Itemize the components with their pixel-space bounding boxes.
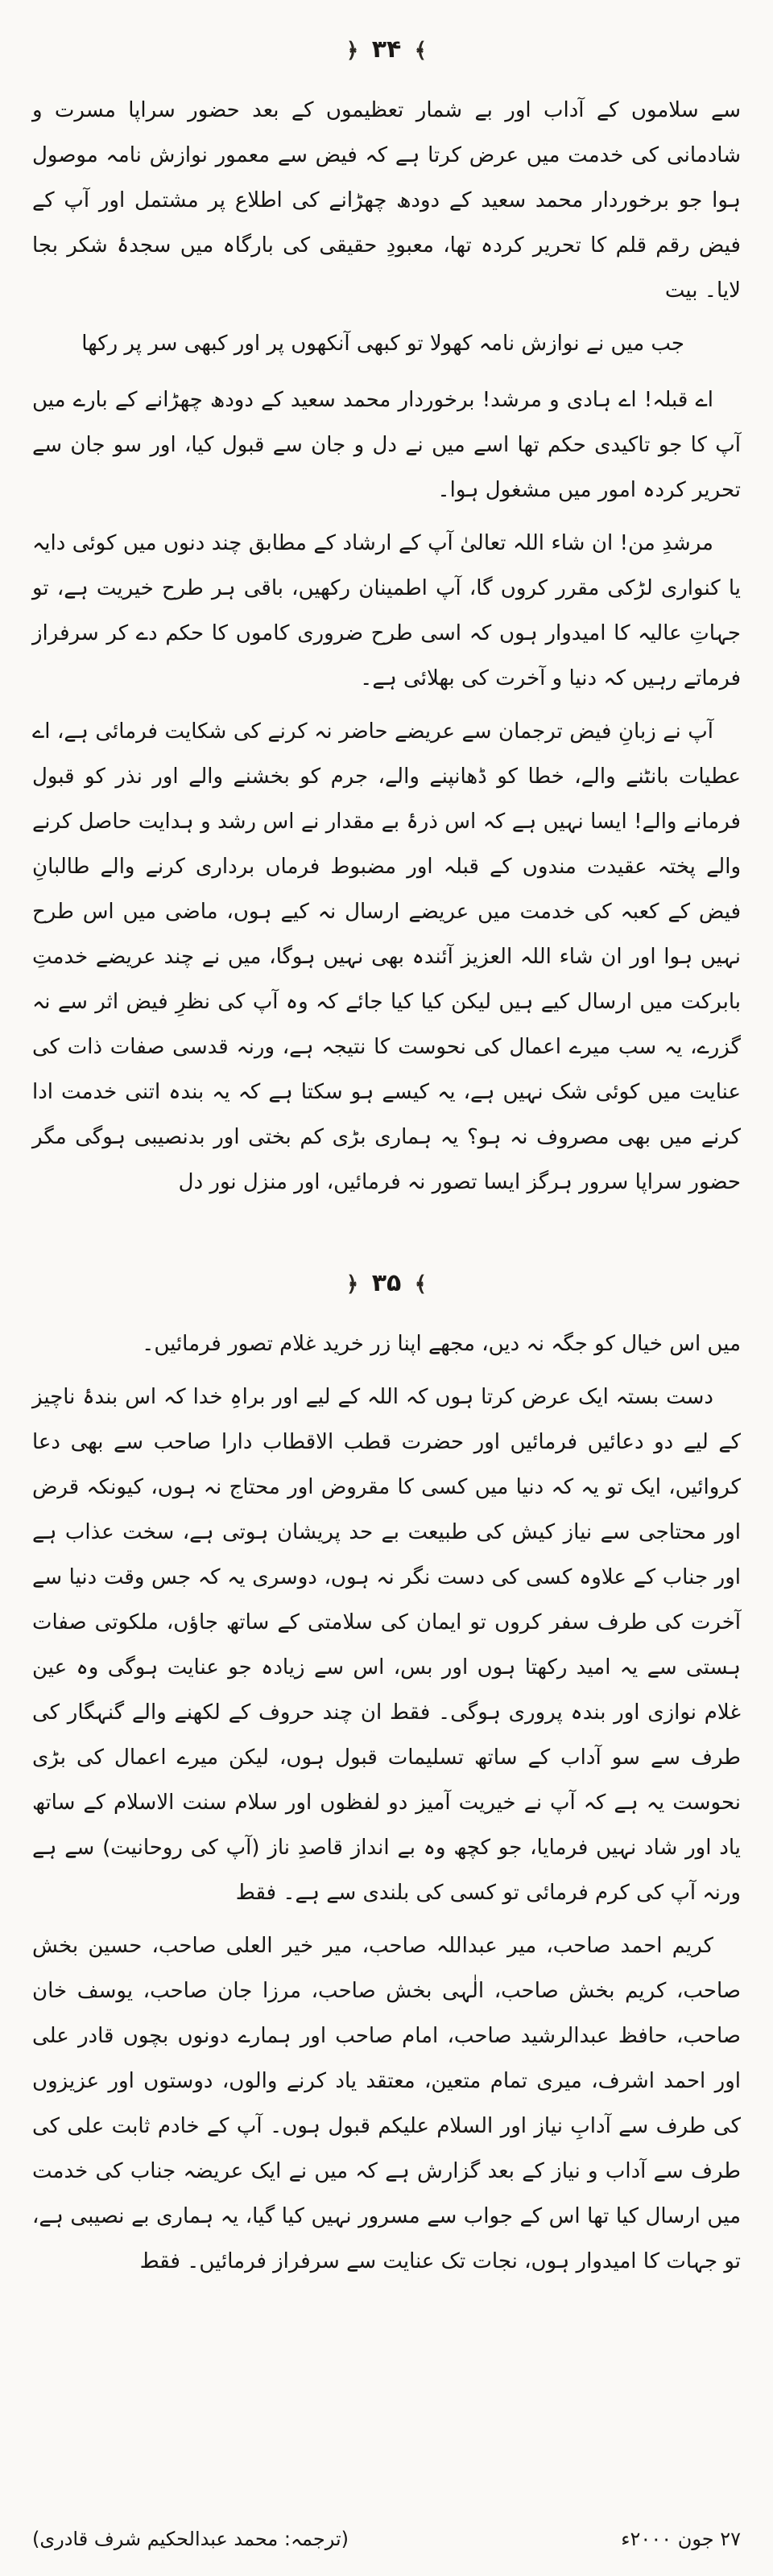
page-number: ۳۴ xyxy=(371,35,402,64)
page-number: ۳۵ xyxy=(371,1269,402,1297)
translator-credit: (ترجمہ: محمد عبدالحکیم شرف قادری) xyxy=(32,2528,349,2550)
ornament-bracket-icon: ﴾ xyxy=(414,39,427,63)
paragraph: کریم احمد صاحب، میر عبداللہ صاحب، میر خیر العلی صاحب، حسین بخش صاحب، کریم بخش صاحب، الٰہی بخش صاحب، مرزا جان صاحب، یوسف خان صاحب، حافظ عبدالرشید صاحب، امام صاحب اور ہمارے دونوں بچوں قادر علی اور احمد اشرف، میری تمام متعین، معتقد یاد کرنے والوں، دوستوں اور عزیزوں کی طرف سے آدابِ نیاز اور السلام علیکم قبول ہوں۔ آپ کے خادم ثابت علی کی طرف سے آداب و نیاز کے بعد گزارش ہے کہ میں نے ایک عریضہ جناب کی خدمت میں ارسال کیا تھا اس کے جواب سے مسرور نہیں کیا گیا، یہ ہماری بے نصیبی ہے، تو جہات کا امیدوار ہوں، نجات تک عنایت سے سرفراز فرمائیں۔ فقط xyxy=(32,1934,741,2273)
ornament-bracket-icon: ﴿ xyxy=(346,1272,359,1296)
paragraph: میں اس خیال کو جگہ نہ دیں، مجھے اپنا زر خرید غلام تصور فرمائیں۔ xyxy=(142,1332,741,1356)
paragraph: اے قبلہ! اے ہادی و مرشد! برخوردار محمد سعید کے دودھ چھڑانے کے بارے میں آپ کا جو تاکیدی حکم تھا اسے میں نے دل و جان سے قبول کیا، اور سو جان سے تحریر کردہ امور میں مشغول ہوا۔ xyxy=(32,388,741,502)
paragraph: دست بستہ ایک عرض کرتا ہوں کہ اللہ کے لیے اور براہِ خدا کہ اس بندۂ ناچیز کے لیے دو دعائیں فرمائیں اور حضرت قطب الاقطاب دارا صاحب سے بھی دعا کروائیں، ایک تو یہ کہ دنیا میں کسی کا مقروض اور محتاج نہ ہوں، کیونکہ قرض اور محتاجی سے نیاز کیش کی طبیعت بے حد پریشان ہوتی ہے، سخت عذاب ہے اور جناب کے علاوہ کسی کی دست نگر نہ ہوں، دوسری یہ کہ جس وقت دنیا سے آخرت کی طرف سفر کروں تو ایمان کی سلامتی کے ساتھ جاؤں، ملکوتی صفات ہستی سے یہ امید رکھتا ہوں اور بس، اس سے زیادہ جو عنایت ہوگی وہ عین غلام نوازی اور بندہ پروری ہوگی۔ فقط ان چند حروف کے لکھنے والے گنہگار کی طرف سے سو آداب کے ساتھ تسلیمات قبول ہوں، لیکن میرے اعمال کی بڑی نحوست یہ ہے کہ آپ نے خیریت آمیز دو لفظوں اور سلام سنت الاسلام کے ساتھ یاد اور شاد نہیں فرمایا، جو کچھ وہ بے انداز قاصدِ ناز (آپ کی روحانیت) سے ہے ورنہ آپ کی کرم فرمائی تو کسی کی بلندی سے ہے۔ فقط xyxy=(32,1385,741,1905)
footer xyxy=(32,2496,741,2555)
ornament-bracket-icon: ﴿ xyxy=(346,39,359,63)
paragraph: آپ نے زبانِ فیض ترجمان سے عریضے حاضر نہ کرنے کی شکایت فرمائی ہے، اے عطیات بانٹنے والے، خطا کو ڈھانپنے والے، جرم کو بخشنے والے اور نذر کو قبول فرمانے والے! ایسا نہیں ہے کہ اس ذرۂ بے مقدار نے اس رشد و ہدایت حاصل کرنے والے پختہ عقیدت مندوں کے قبلہ اور مضبوط فرماں برداری کرنے والے طالبانِ فیض کے کعبہ کی خدمت میں عریضے ارسال نہ کیے ہوں، ماضی میں اس طرح نہیں ہوا اور ان شاء اللہ العزیز آئندہ بھی نہیں ہوگا، میں نے چند عریضے خدمتِ بابرکت میں ارسال کیے ہیں لیکن کیا کیا جائے کہ وہ آپ کی نظرِ فیض اثر سے نہ گزرے، یہ سب میرے اعمال کی نحوست کا نتیجہ ہے، ورنہ قدسی صفات ذات کی عنایت میں کوئی شک نہیں ہے، یہ کیسے ہو سکتا ہے کہ یہ بندہ اتنی خدمت ادا کرنے میں بھی مصروف نہ ہو؟ یہ ہماری بڑی کم بختی اور بدنصیبی ہوگی مگر حضور سراپا سرور ہرگز ایسا تصور نہ فرمائیں، اور منزل نور دل xyxy=(32,719,741,1194)
ornament-bracket-icon: ﴾ xyxy=(414,1272,427,1296)
section-page-34 xyxy=(32,14,741,1213)
page-number-badge xyxy=(32,1269,741,1297)
page-number-badge xyxy=(32,35,741,64)
date-label: ۲۷ جون ۲۰۰۰ء xyxy=(621,2528,741,2550)
section-page-35 xyxy=(32,1248,741,2292)
paragraph: سے سلاموں کے آداب اور بے شمار تعظیموں کے بعد حضور سراپا مسرت و شادمانی کی خدمت میں عرض کرتا ہے کہ فیض سے معمور نوازش نامہ موصول ہوا جو برخوردار محمد سعید کے دودھ چھڑانے کی اطلاع پر مشتمل اور آپ کے فیض رقم قلم کا تحریر کردہ تھا، معبودِ حقیقی کی بارگاہ میں سجدۂ شکر بجا لایا۔ بیت xyxy=(32,98,741,303)
verse-line: جب میں نے نوازش نامہ کھولا تو کبھی آنکھوں پر اور کبھی سر پر رکھا xyxy=(81,332,684,356)
paragraph: مرشدِ من! ان شاء اللہ تعالیٰ آپ کے ارشاد کے مطابق چند دنوں میں کوئی دایہ یا کنواری لڑکی مقرر کروں گا، آپ اطمینان رکھیں، باقی ہر طرح خیریت ہے، تو جہاتِ عالیہ کا امیدوار ہوں کہ اسی طرح ضروری کاموں کا حکم دے کر سرفراز فرماتے رہیں کہ دنیا و آخرت کی بھلائی ہے۔ xyxy=(32,531,741,690)
